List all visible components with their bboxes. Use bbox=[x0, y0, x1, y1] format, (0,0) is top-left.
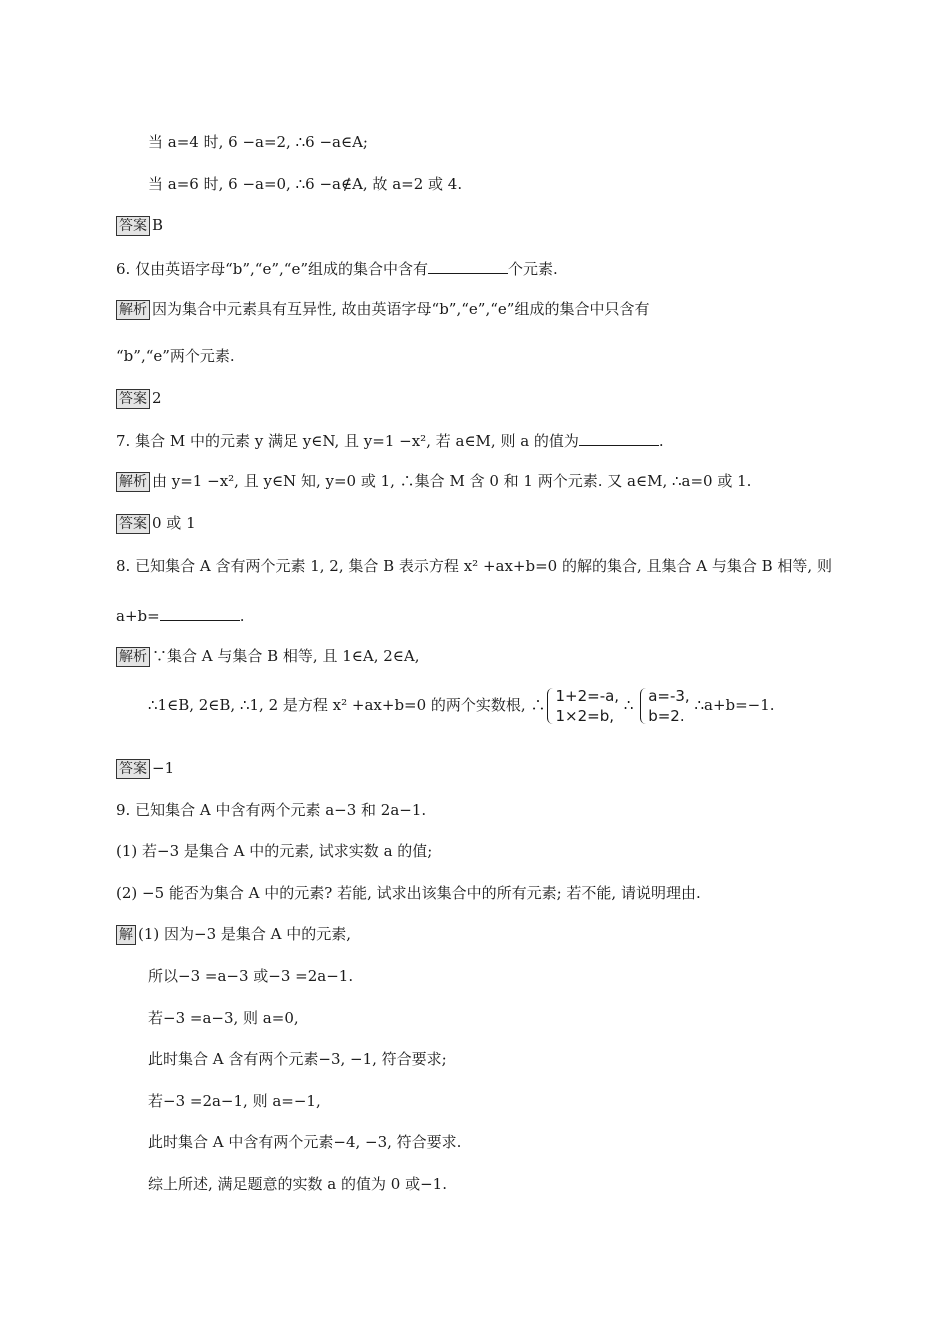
equation-row: a=-3, bbox=[648, 687, 690, 705]
solution-line: 此时集合 A 含有两个元素−3, −1, 符合要求; bbox=[148, 1050, 447, 1068]
answer-value: −1 bbox=[152, 759, 175, 777]
solution-text: ∴ bbox=[623, 696, 634, 714]
answer-tag: 答案 bbox=[116, 389, 150, 409]
equation-row: 1×2=b, bbox=[555, 707, 614, 725]
solution-text: (1) 因为−3 是集合 A 中的元素, bbox=[138, 925, 352, 943]
question-text: 个元素. bbox=[507, 260, 558, 278]
equation-row: b=2. bbox=[648, 707, 685, 725]
question-7 bbox=[116, 429, 664, 452]
answer-tag: 答案 bbox=[116, 216, 150, 236]
answer-7 bbox=[116, 512, 196, 534]
question-text: . bbox=[239, 607, 245, 625]
answer-value: 2 bbox=[152, 389, 162, 407]
solution-line: “b”,“e”两个元素. bbox=[116, 347, 235, 365]
solution-text: ∴1∈B, 2∈B, ∴1, 2 是方程 x² +ax+b=0 的两个实数根, ∴ bbox=[148, 696, 546, 714]
solution-line: 若−3 =a−3, 则 a=0, bbox=[148, 1009, 299, 1027]
question-8-cont bbox=[116, 604, 244, 627]
answer-value: B bbox=[152, 216, 164, 234]
answer-6 bbox=[116, 387, 162, 409]
answer-tag: 答案 bbox=[116, 759, 150, 779]
answer-8 bbox=[116, 757, 174, 779]
solution-tag: 解 bbox=[116, 925, 136, 945]
analysis-tag: 解析 bbox=[116, 300, 150, 320]
solution-text: 由 y=1 −x², 且 y∈N 知, y=0 或 1, ∴集合 M 含 0 和 1 两个元素. 又 a∈M, ∴a=0 或 1. bbox=[152, 472, 752, 490]
fill-blank bbox=[160, 604, 240, 621]
fill-blank bbox=[579, 429, 659, 446]
solution-line: 当 a=6 时, 6 −a=0, ∴6 −a∉A, 故 a=2 或 4. bbox=[148, 175, 463, 193]
solution-line: 所以−3 =a−3 或−3 =2a−1. bbox=[148, 967, 354, 985]
analysis-tag: 解析 bbox=[116, 472, 150, 492]
question-9-part2: (2) −5 能否为集合 A 中的元素? 若能, 试求出该集合中的所有元素; 若不能, 请说明理由. bbox=[116, 884, 701, 902]
analysis-tag: 解析 bbox=[116, 647, 150, 667]
solution-6 bbox=[116, 298, 649, 320]
solution-7 bbox=[116, 470, 751, 492]
solution-line: 此时集合 A 中含有两个元素−4, −3, 符合要求. bbox=[148, 1133, 462, 1151]
solution-line: 当 a=4 时, 6 −a=2, ∴6 −a∈A; bbox=[148, 133, 368, 151]
question-text: 6. 仅由英语字母“b”,“e”,“e”组成的集合中含有 bbox=[116, 260, 428, 278]
solution-text: 因为集合中元素具有互异性, 故由英语字母“b”,“e”,“e”组成的集合中只含有 bbox=[152, 300, 650, 318]
solution-text: ∵集合 A 与集合 B 相等, 且 1∈A, 2∈A, bbox=[152, 647, 420, 665]
solution-text: ∴a+b=−1. bbox=[694, 696, 775, 714]
question-text: a+b= bbox=[116, 607, 160, 625]
answer-value: 0 或 1 bbox=[152, 514, 196, 532]
solution-9 bbox=[116, 923, 351, 945]
equation-system bbox=[638, 686, 689, 726]
question-8: 8. 已知集合 A 含有两个元素 1, 2, 集合 B 表示方程 x² +ax+b=0 的解的集合, 且集合 A 与集合 B 相等, 则 bbox=[116, 557, 832, 575]
answer-tag: 答案 bbox=[116, 514, 150, 534]
equation-system bbox=[545, 686, 619, 726]
question-text: 7. 集合 M 中的元素 y 满足 y∈N, 且 y=1 −x², 若 a∈M, 则 a 的值为 bbox=[116, 432, 579, 450]
question-9: 9. 已知集合 A 中含有两个元素 a−3 和 2a−1. bbox=[116, 801, 427, 819]
solution-8-system bbox=[148, 685, 775, 726]
equation-row: 1+2=-a, bbox=[555, 687, 620, 705]
solution-line: 综上所述, 满足题意的实数 a 的值为 0 或−1. bbox=[148, 1175, 447, 1193]
solution-8 bbox=[116, 645, 420, 667]
fill-blank bbox=[428, 257, 508, 274]
question-6 bbox=[116, 257, 558, 280]
question-9-part1: (1) 若−3 是集合 A 中的元素, 试求实数 a 的值; bbox=[116, 842, 433, 860]
solution-line: 若−3 =2a−1, 则 a=−1, bbox=[148, 1092, 321, 1110]
question-text: . bbox=[658, 432, 664, 450]
answer-5 bbox=[116, 214, 163, 236]
